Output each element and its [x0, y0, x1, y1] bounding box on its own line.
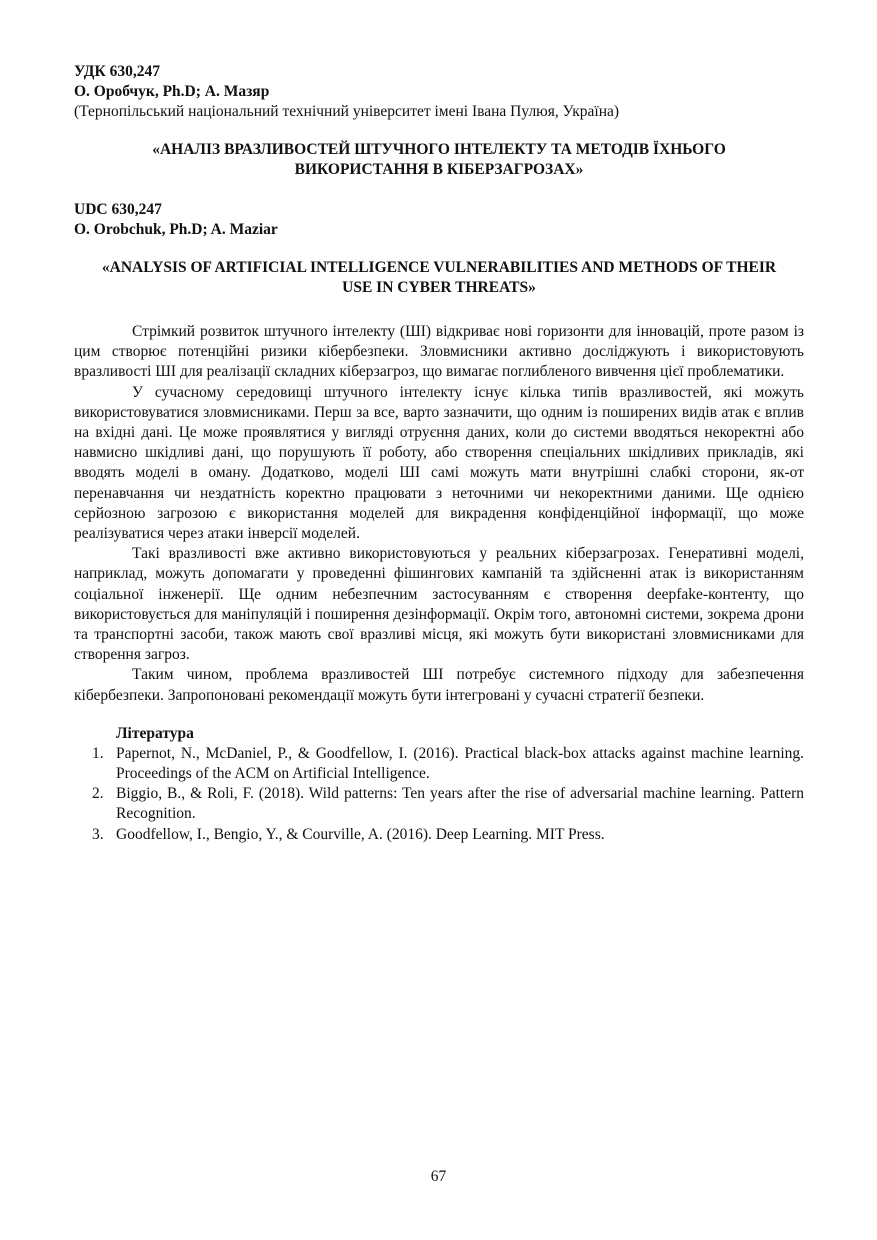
reference-number: 1. [92, 744, 104, 762]
authors-en: O. Orobchuk, Ph.D; A. Maziar [74, 221, 278, 238]
references-list [74, 744, 804, 845]
reference-item [74, 825, 804, 845]
reference-text: Papernot, N., McDaniel, P., & Goodfellow, I. (2016). Practical black-box attacks against machine learning. Proceedings of the ACM on Artificial Intelligence. [116, 744, 804, 783]
paragraph: Таким чином, проблема вразливостей ШІ потребує системного підходу для забезпечення кібербезпеки. Запропоновані рекомендації можуть бути інтегровані у сучасні стратегії безпеки. [74, 666, 804, 704]
paper-page [74, 62, 804, 845]
reference-item [74, 784, 804, 824]
reference-number: 3. [92, 825, 104, 843]
reference-text: Goodfellow, I., Bengio, Y., & Courville, A. (2016). Deep Learning. MIT Press. [116, 825, 605, 843]
title-ua: «АНАЛІЗ ВРАЗЛИВОСТЕЙ ШТУЧНОГО ІНТЕЛЕКТУ ТА МЕТОДІВ ЇХНЬОГО ВИКОРИСТАННЯ В КІБЕРЗАГРОЗАХ» [152, 141, 726, 178]
udc-en: UDC 630,247 [74, 201, 162, 218]
reference-item [74, 744, 804, 784]
reference-number: 2. [92, 785, 104, 803]
references-heading: Література [116, 724, 194, 742]
abstract-body [74, 322, 804, 706]
page-number: 67 [430, 1168, 447, 1185]
paragraph: У сучасному середовищі штучного інтелекту існує кілька типів вразливостей, які можуть використовуватися зловмисниками. Перш за все, варто зазначити, що одним із поширених видів атак є вплив на вхідні дані. Це може проявлятися у вигляді отруєння даних, коли до системи вводяться некоректні або навмисно шкідливі дані, що порушують її роботу, або створення спеціальних шкідливих прикладів, які вводять моделі в оману. Додатково, моделі ШІ самі можуть мати внутрішні слабкі сторони, як-от перенавчання чи нездатність коректно працювати з неточними чи некоректними даними. Ще однією серйозною загрозою є використання моделей для викрадення конфіденційної інформації, що може реалізуватися через атаки інверсії моделей. [74, 383, 804, 543]
reference-text: Biggio, B., & Roli, F. (2018). Wild patterns: Ten years after the rise of adversarial machine learning. Pattern Recognition. [116, 785, 804, 823]
authors-ua: О. Оробчук, Ph.D; А. Мазяр [74, 83, 270, 100]
paragraph: Стрімкий розвиток штучного інтелекту (ШІ) відкриває нові горизонти для інновацій, проте разом із цим створює потенційні ризики кібербезпеки. Зловмисники активно досліджують і використовують вразливості ШІ для реалізації складних кіберзагроз, що вимагає поглибленого вивчення цієї проблематики. [74, 323, 804, 381]
paragraph: Такі вразливості вже активно використовуються у реальних кіберзагрозах. Генеративні моделі, наприклад, можуть допомагати у проведенні фішингових кампаній та здійсненні атак із використанням соціальної інженерії. Ще одним небезпечним застосуванням є створення deepfake-контенту, що використовується для маніпуляцій і поширення дезінформації. Окрім того, автономні системи, зокрема дрони та транспортні засоби, також мають свої вразливі місця, які можуть бути використані зловмисниками для створення загроз. [74, 545, 804, 664]
udc-ua: УДК 630,247 [74, 63, 160, 80]
affiliation: (Тернопільський національний технічний університет імені Івана Пулюя, Україна) [74, 103, 620, 120]
title-en: «ANALYSIS OF ARTIFICIAL INTELLIGENCE VULNERABILITIES AND METHODS OF THEIR USE IN CYBER THREATS» [101, 259, 777, 296]
